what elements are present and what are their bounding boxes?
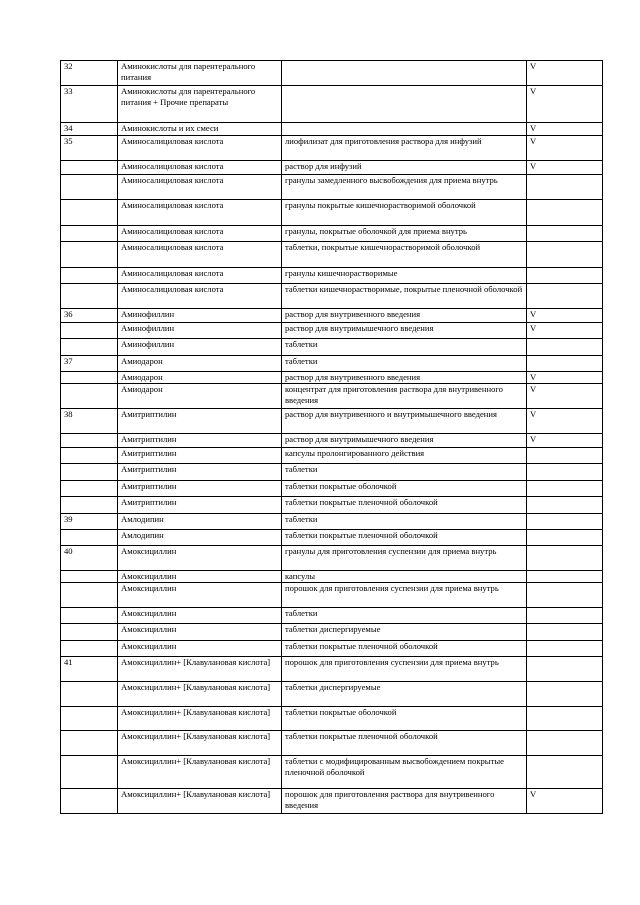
dosage-form-cell: раствор для внутримышечного введения: [282, 434, 527, 448]
drug-name-cell: Амоксициллин+ [Клавулановая кислота]: [118, 731, 282, 756]
table-row: [61, 497, 603, 514]
drug-name-cell: Аминосалициловая кислота: [118, 136, 282, 161]
dosage-form-cell: таблетки покрытые пленочной оболочкой: [282, 731, 527, 756]
dosage-form-cell: порошок для приготовления суспензии для приема внутрь: [282, 657, 527, 682]
vital-mark-cell: [527, 608, 603, 624]
drug-name-cell: Амоксициллин+ [Клавулановая кислота]: [118, 707, 282, 731]
row-number-cell: 39: [61, 514, 118, 530]
vital-mark-cell: V: [527, 323, 603, 339]
table-row: [61, 242, 603, 268]
row-number-cell: [61, 242, 118, 268]
drug-name-cell: Аминосалициловая кислота: [118, 161, 282, 175]
drug-name-cell: Аминофиллин: [118, 323, 282, 339]
drug-name-cell: Амоксициллин+ [Клавулановая кислота]: [118, 682, 282, 707]
drug-name-cell: Амитриптилин: [118, 481, 282, 497]
drug-name-cell: Амитриптилин: [118, 434, 282, 448]
drug-name-cell: Амоксициллин: [118, 624, 282, 641]
drug-name-cell: Амоксициллин+ [Клавулановая кислота]: [118, 756, 282, 789]
drug-name-cell: Аминосалициловая кислота: [118, 175, 282, 200]
drug-name-cell: Аминокислоты для парентерального питания: [118, 61, 282, 86]
table-row: [61, 226, 603, 242]
row-number-cell: 34: [61, 123, 118, 136]
drug-list-table: [60, 60, 603, 814]
vital-mark-cell: V: [527, 789, 603, 814]
drug-name-cell: Амоксициллин: [118, 641, 282, 657]
drug-name-cell: Амитриптилин: [118, 464, 282, 481]
vital-mark-cell: [527, 481, 603, 497]
table-row: [61, 268, 603, 284]
dosage-form-cell: раствор для внутривенного и внутримышечного введения: [282, 409, 527, 434]
row-number-cell: [61, 756, 118, 789]
row-number-cell: [61, 731, 118, 756]
vital-mark-cell: [527, 464, 603, 481]
drug-name-cell: Амиодарон: [118, 372, 282, 384]
dosage-form-cell: капсулы: [282, 571, 527, 583]
dosage-form-cell: раствор для внутривенного введения: [282, 309, 527, 323]
table-row: [61, 530, 603, 546]
dosage-form-cell: капсулы пролонгированного действия: [282, 448, 527, 464]
row-number-cell: [61, 571, 118, 583]
table-row: [61, 309, 603, 323]
drug-name-cell: Амоксициллин+ [Клавулановая кислота]: [118, 657, 282, 682]
table-row: [61, 384, 603, 409]
dosage-form-cell: таблетки диспергируемые: [282, 682, 527, 707]
vital-mark-cell: V: [527, 123, 603, 136]
row-number-cell: [61, 384, 118, 409]
dosage-form-cell: таблетки покрытые оболочкой: [282, 481, 527, 497]
table-row: [61, 608, 603, 624]
drug-name-cell: Амоксициллин: [118, 571, 282, 583]
dosage-form-cell: таблетки покрытые пленочной оболочкой: [282, 641, 527, 657]
table-row: [61, 756, 603, 789]
dosage-form-cell: таблетки: [282, 514, 527, 530]
dosage-form-cell: таблетки диспергируемые: [282, 624, 527, 641]
vital-mark-cell: V: [527, 309, 603, 323]
row-number-cell: [61, 200, 118, 226]
vital-mark-cell: V: [527, 372, 603, 384]
dosage-form-cell: таблетки: [282, 464, 527, 481]
table-row: [61, 641, 603, 657]
vital-mark-cell: [527, 339, 603, 356]
table-row: [61, 657, 603, 682]
row-number-cell: 37: [61, 356, 118, 372]
vital-mark-cell: [527, 497, 603, 514]
table-row: [61, 86, 603, 123]
dosage-form-cell: таблетки с модифицированным высвобождением покрытые пленочной оболочкой: [282, 756, 527, 789]
table-row: [61, 624, 603, 641]
vital-mark-cell: [527, 731, 603, 756]
vital-mark-cell: [527, 756, 603, 789]
dosage-form-cell: гранулы кишечнорастворимые: [282, 268, 527, 284]
row-number-cell: 38: [61, 409, 118, 434]
drug-name-cell: Амлодипин: [118, 514, 282, 530]
row-number-cell: [61, 226, 118, 242]
vital-mark-cell: [527, 641, 603, 657]
table-row: [61, 284, 603, 309]
row-number-cell: [61, 372, 118, 384]
table-row: [61, 464, 603, 481]
table-row: [61, 583, 603, 608]
drug-name-cell: Амлодипин: [118, 530, 282, 546]
row-number-cell: [61, 323, 118, 339]
vital-mark-cell: [527, 200, 603, 226]
drug-name-cell: Аминокислоты для парентерального питания + Прочие препараты: [118, 86, 282, 123]
table-row: [61, 434, 603, 448]
dosage-form-cell: гранулы покрытые кишечнорастворимой оболочкой: [282, 200, 527, 226]
table-row: [61, 136, 603, 161]
vital-mark-cell: [527, 226, 603, 242]
drug-name-cell: Амоксициллин: [118, 608, 282, 624]
row-number-cell: [61, 161, 118, 175]
table-row: [61, 356, 603, 372]
drug-name-cell: Аминосалициловая кислота: [118, 268, 282, 284]
table-row: [61, 200, 603, 226]
row-number-cell: [61, 497, 118, 514]
row-number-cell: [61, 682, 118, 707]
drug-name-cell: Амитриптилин: [118, 409, 282, 434]
row-number-cell: 36: [61, 309, 118, 323]
table-row: [61, 514, 603, 530]
row-number-cell: [61, 583, 118, 608]
row-number-cell: [61, 707, 118, 731]
dosage-form-cell: порошок для приготовления суспензии для приема внутрь: [282, 583, 527, 608]
dosage-form-cell: гранулы для приготовления суспензии для приема внутрь: [282, 546, 527, 571]
dosage-form-cell: [282, 61, 527, 86]
dosage-form-cell: таблетки покрытые оболочкой: [282, 707, 527, 731]
vital-mark-cell: [527, 657, 603, 682]
dosage-form-cell: раствор для внутримышечного введения: [282, 323, 527, 339]
dosage-form-cell: таблетки: [282, 608, 527, 624]
drug-name-cell: Амиодарон: [118, 384, 282, 409]
row-number-cell: [61, 464, 118, 481]
dosage-form-cell: таблетки, покрытые кишечнорастворимой оболочкой: [282, 242, 527, 268]
vital-mark-cell: [527, 530, 603, 546]
dosage-form-cell: [282, 86, 527, 123]
vital-mark-cell: [527, 546, 603, 571]
vital-mark-cell: [527, 583, 603, 608]
table-row: [61, 61, 603, 86]
row-number-cell: [61, 641, 118, 657]
dosage-form-cell: раствор для инфузий: [282, 161, 527, 175]
row-number-cell: [61, 448, 118, 464]
dosage-form-cell: гранулы замедленного высвобождения для приема внутрь: [282, 175, 527, 200]
vital-mark-cell: V: [527, 61, 603, 86]
drug-name-cell: Аминосалициловая кислота: [118, 284, 282, 309]
table-row: [61, 323, 603, 339]
vital-mark-cell: [527, 682, 603, 707]
vital-mark-cell: [527, 268, 603, 284]
dosage-form-cell: таблетки кишечнорастворимые, покрытые пленочной оболочкой: [282, 284, 527, 309]
table-row: [61, 571, 603, 583]
row-number-cell: 41: [61, 657, 118, 682]
table-row: [61, 409, 603, 434]
drug-name-cell: Аминосалициловая кислота: [118, 200, 282, 226]
dosage-form-cell: таблетки покрытые пленочной оболочкой: [282, 530, 527, 546]
row-number-cell: [61, 434, 118, 448]
dosage-form-cell: [282, 123, 527, 136]
table-row: [61, 789, 603, 814]
vital-mark-cell: [527, 242, 603, 268]
drug-name-cell: Аминосалициловая кислота: [118, 242, 282, 268]
dosage-form-cell: раствор для внутривенного введения: [282, 372, 527, 384]
row-number-cell: [61, 175, 118, 200]
table-row: [61, 175, 603, 200]
vital-mark-cell: V: [527, 409, 603, 434]
dosage-form-cell: таблетки: [282, 339, 527, 356]
row-number-cell: [61, 284, 118, 309]
table-body: [61, 61, 603, 814]
table-row: [61, 707, 603, 731]
vital-mark-cell: [527, 571, 603, 583]
vital-mark-cell: V: [527, 86, 603, 123]
table-row: [61, 448, 603, 464]
vital-mark-cell: [527, 284, 603, 309]
table-row: [61, 731, 603, 756]
vital-mark-cell: V: [527, 384, 603, 409]
drug-name-cell: Аминокислоты и их смеси: [118, 123, 282, 136]
table-row: [61, 161, 603, 175]
dosage-form-cell: концентрат для приготовления раствора для внутривенного введения: [282, 384, 527, 409]
vital-mark-cell: [527, 514, 603, 530]
row-number-cell: [61, 481, 118, 497]
dosage-form-cell: таблетки: [282, 356, 527, 372]
drug-name-cell: Аминосалициловая кислота: [118, 226, 282, 242]
dosage-form-cell: гранулы, покрытые оболочкой для приема внутрь: [282, 226, 527, 242]
drug-name-cell: Амиодарон: [118, 356, 282, 372]
dosage-form-cell: таблетки покрытые пленочной оболочкой: [282, 497, 527, 514]
row-number-cell: [61, 624, 118, 641]
row-number-cell: 33: [61, 86, 118, 123]
row-number-cell: 35: [61, 136, 118, 161]
vital-mark-cell: V: [527, 136, 603, 161]
row-number-cell: [61, 789, 118, 814]
drug-name-cell: Амоксициллин: [118, 546, 282, 571]
row-number-cell: 32: [61, 61, 118, 86]
vital-mark-cell: [527, 175, 603, 200]
table-row: [61, 546, 603, 571]
table-row: [61, 339, 603, 356]
vital-mark-cell: [527, 448, 603, 464]
table-row: [61, 481, 603, 497]
row-number-cell: 40: [61, 546, 118, 571]
drug-name-cell: Аминофиллин: [118, 309, 282, 323]
row-number-cell: [61, 339, 118, 356]
drug-name-cell: Амитриптилин: [118, 497, 282, 514]
table-row: [61, 682, 603, 707]
vital-mark-cell: V: [527, 434, 603, 448]
row-number-cell: [61, 608, 118, 624]
row-number-cell: [61, 268, 118, 284]
drug-name-cell: Амитриптилин: [118, 448, 282, 464]
vital-mark-cell: [527, 707, 603, 731]
table-row: [61, 372, 603, 384]
row-number-cell: [61, 530, 118, 546]
vital-mark-cell: [527, 356, 603, 372]
dosage-form-cell: порошок для приготовления раствора для внутривенного введения: [282, 789, 527, 814]
dosage-form-cell: лиофилизат для приготовления раствора для инфузий: [282, 136, 527, 161]
vital-mark-cell: V: [527, 161, 603, 175]
drug-name-cell: Аминофиллин: [118, 339, 282, 356]
drug-name-cell: Амоксициллин: [118, 583, 282, 608]
vital-mark-cell: [527, 624, 603, 641]
drug-name-cell: Амоксициллин+ [Клавулановая кислота]: [118, 789, 282, 814]
table-row: [61, 123, 603, 136]
